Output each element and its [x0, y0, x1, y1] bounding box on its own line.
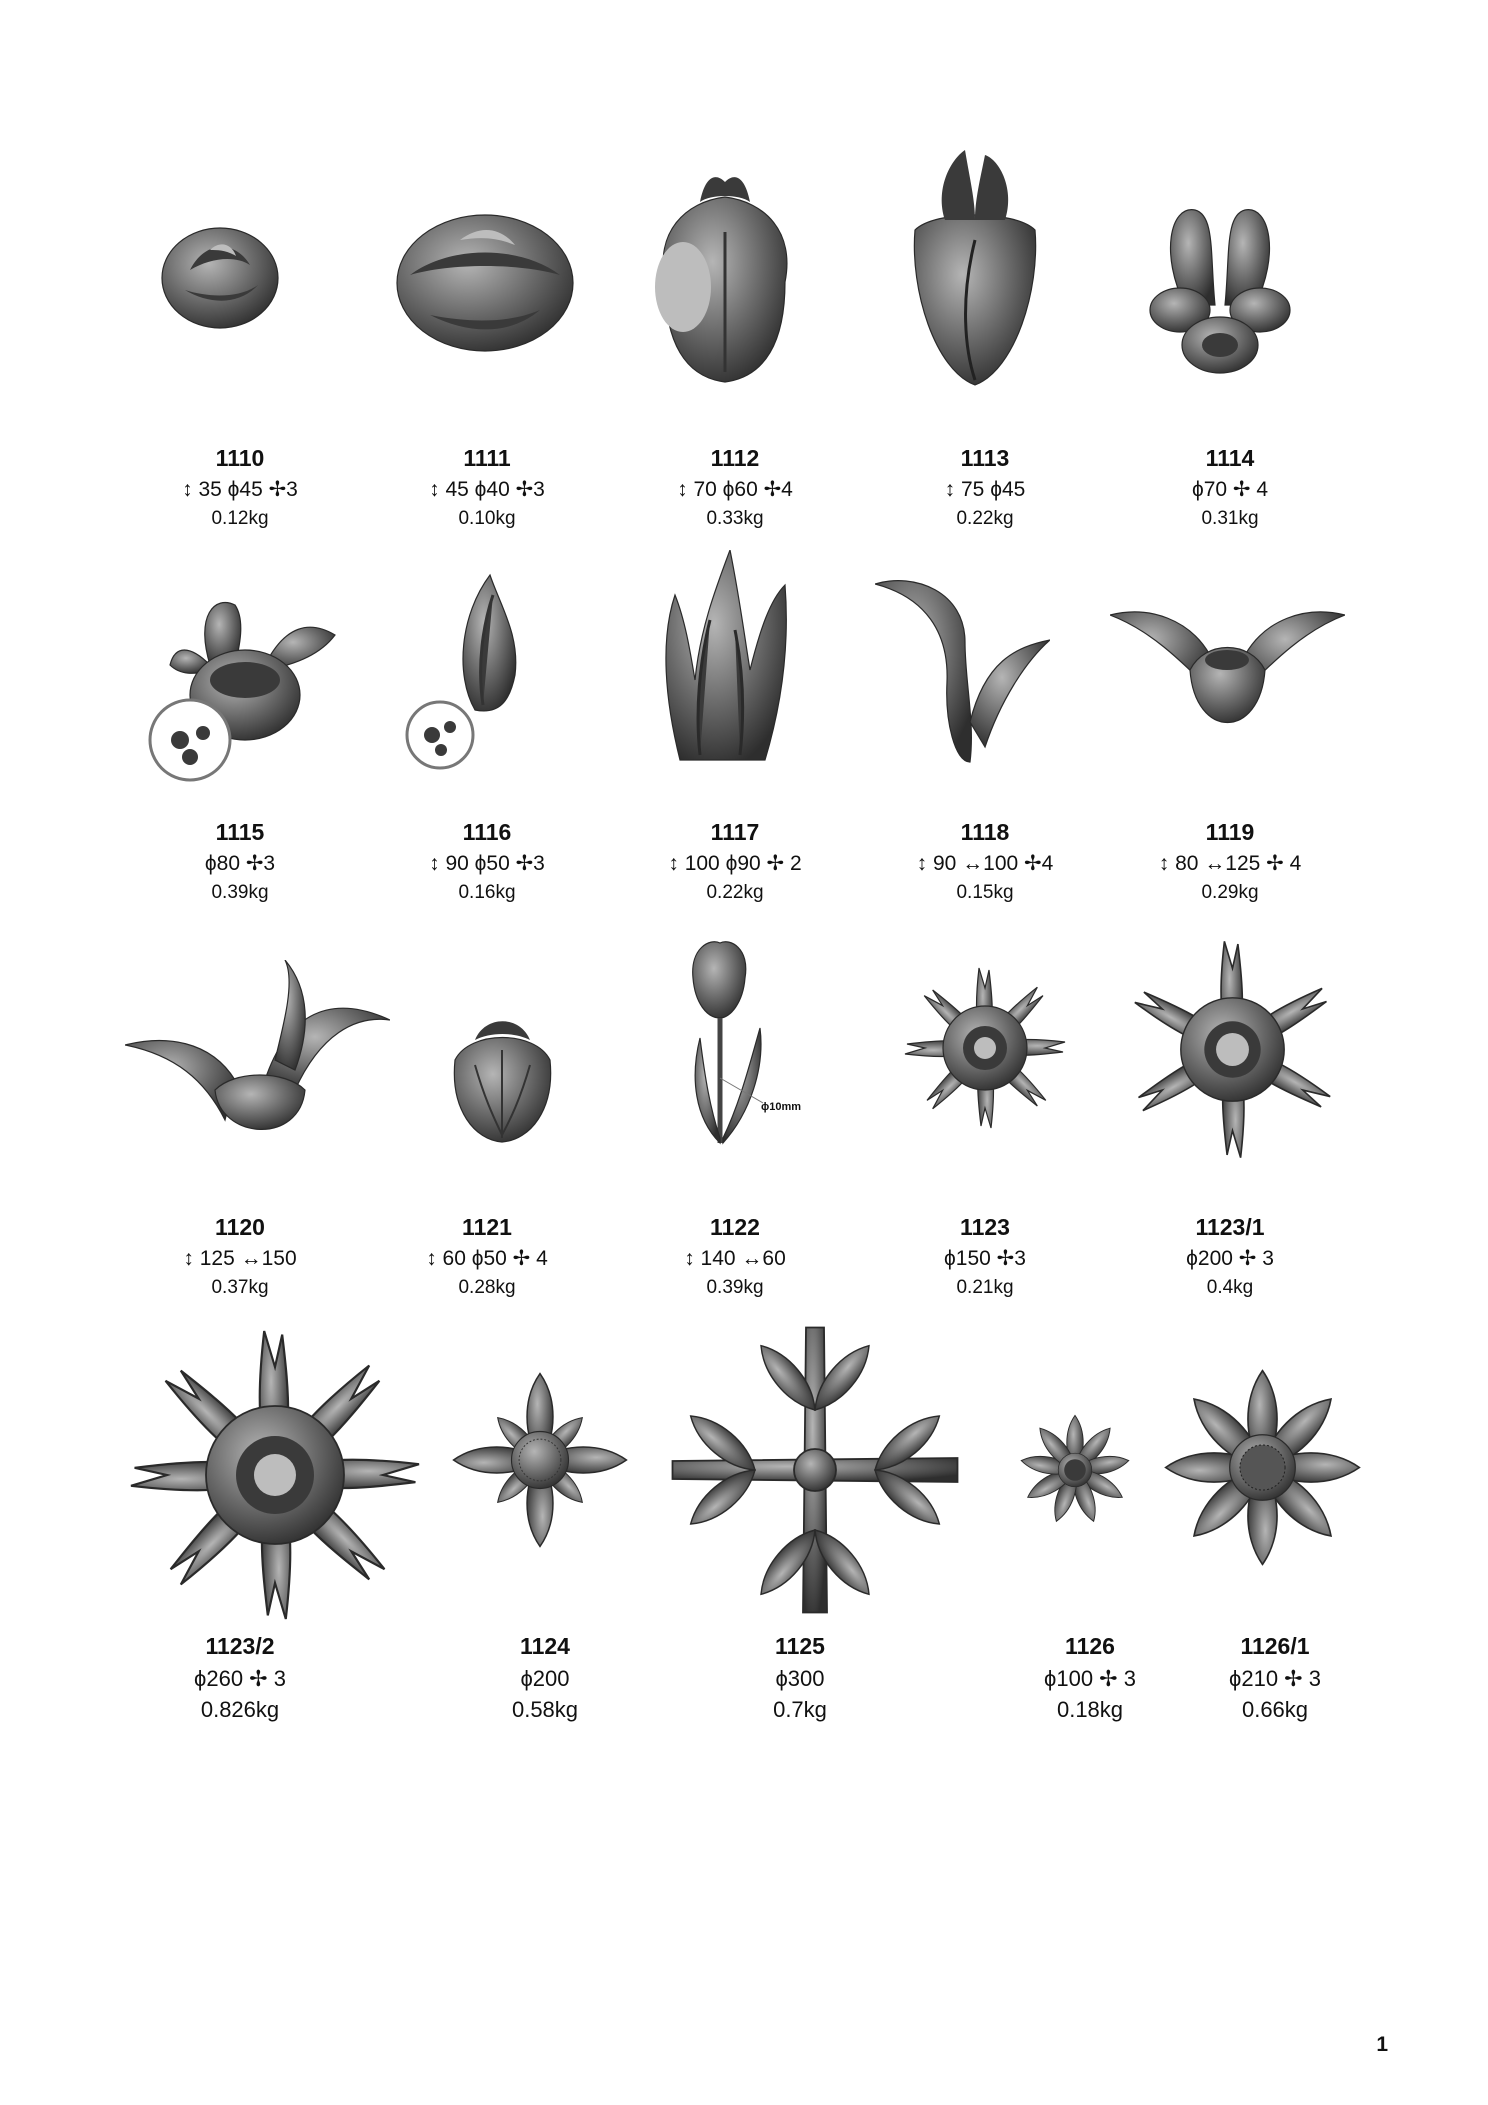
item-caption [1145, 1632, 1405, 1724]
item-weight: 0.39kg [211, 882, 269, 903]
item-code: 1115 [215, 819, 265, 845]
item-code: 1117 [710, 819, 760, 845]
item-code: 1119 [1205, 819, 1255, 845]
item-caption [605, 1213, 865, 1300]
item-code: 1123/1 [1195, 1214, 1265, 1240]
item-dimensions: ϕ200 ✢ 3 [1186, 1246, 1274, 1270]
item-caption [855, 818, 1115, 905]
item-weight: 0.15kg [956, 882, 1014, 903]
item-dimensions: ϕ260 ✢ 3 [194, 1665, 286, 1691]
rose-bud-icon [150, 210, 290, 340]
item-caption [357, 1213, 617, 1300]
item-dimensions: ↕ 45 ϕ40 ✢3 [429, 477, 545, 501]
rosette-xl-icon [125, 1325, 425, 1625]
winged-leaf-icon [1110, 600, 1345, 760]
item-code: 1116 [462, 819, 512, 845]
item-weight: 0.18kg [1056, 1697, 1124, 1723]
item-caption [110, 1213, 370, 1300]
item-dimensions: ↕ 60 ϕ50 ✢ 4 [426, 1246, 548, 1270]
rod-diameter-label: ϕ10mm [761, 1101, 802, 1113]
item-weight: 0.826kg [200, 1697, 280, 1723]
item-code: 1126/1 [1240, 1633, 1310, 1659]
narrow-bud-icon [405, 565, 565, 780]
item-caption [357, 444, 617, 531]
item-caption [1100, 1213, 1360, 1300]
item-dimensions: ↕ 100 ϕ90 ✢ 2 [668, 851, 802, 875]
item-dimensions: ϕ200 [520, 1665, 570, 1691]
item-weight: 0.12kg [211, 508, 269, 529]
item-code: 1114 [1205, 445, 1255, 471]
item-caption [110, 818, 370, 905]
item-weight: 0.58kg [511, 1697, 579, 1723]
item-caption [1100, 818, 1360, 905]
item-weight: 0.22kg [706, 882, 764, 903]
item-code: 1121 [462, 1214, 512, 1240]
daisy-large-icon [1160, 1365, 1365, 1570]
item-caption [415, 1632, 675, 1724]
item-caption [605, 818, 865, 905]
item-dimensions: ↕ 35 ϕ45 ✢3 [182, 477, 298, 501]
item-caption [855, 444, 1115, 531]
item-weight: 0.39kg [706, 1277, 764, 1298]
item-weight: 0.10kg [458, 508, 516, 529]
item-caption [670, 1632, 930, 1724]
item-dimensions: ϕ80 ✢3 [204, 851, 276, 875]
item-code: 1124 [520, 1633, 570, 1659]
spread-leaf-icon [125, 960, 390, 1145]
item-dimensions: ↕ 125 ↔150 [183, 1246, 297, 1270]
item-code: 1120 [215, 1214, 265, 1240]
item-dimensions: ϕ210 ✢ 3 [1229, 1665, 1321, 1691]
item-weight: 0.21kg [956, 1277, 1014, 1298]
tulip-bud-icon [895, 150, 1055, 390]
curved-leaf-icon [875, 572, 1050, 767]
item-code: 1111 [463, 445, 511, 471]
item-weight: 0.33kg [706, 508, 764, 529]
flower-bud-icon [645, 172, 805, 387]
item-weight: 0.28kg [458, 1277, 516, 1298]
item-code: 1125 [775, 1633, 825, 1659]
item-dimensions: ϕ100 ✢ 3 [1044, 1665, 1136, 1691]
leaf-bundle-icon [655, 550, 795, 765]
item-weight: 0.29kg [1201, 882, 1259, 903]
item-dimensions: ↕ 70 ϕ60 ✢4 [677, 477, 793, 501]
page-number: 1 [1376, 2033, 1388, 2056]
diamond-cross-icon [665, 1320, 965, 1620]
daisy-small-icon [1015, 1410, 1135, 1530]
item-code: 1118 [960, 819, 1010, 845]
item-weight: 0.7kg [773, 1697, 827, 1723]
item-code: 1112 [710, 445, 760, 471]
item-dimensions: ↕ 80 ↔125 ✢ 4 [1158, 851, 1302, 875]
item-dimensions: ↕ 90 ϕ50 ✢3 [429, 851, 545, 875]
item-dimensions: ϕ150 ✢3 [944, 1246, 1026, 1270]
item-code: 1123/2 [205, 1633, 275, 1659]
rosette-large-icon [1115, 932, 1350, 1167]
item-code: 1110 [215, 445, 265, 471]
closed-bud-icon [445, 1010, 560, 1145]
item-dimensions: ↕ 90 ↔100 ✢4 [916, 851, 1054, 875]
item-weight: 0.31kg [1201, 508, 1259, 529]
item-weight: 0.22kg [956, 508, 1014, 529]
item-code: 1123 [960, 1214, 1010, 1240]
item-weight: 0.4kg [1206, 1277, 1254, 1298]
open-cup-flower-icon [135, 575, 345, 785]
item-caption [1100, 444, 1360, 531]
item-weight: 0.16kg [458, 882, 516, 903]
item-caption [605, 444, 865, 531]
item-code: 1113 [960, 445, 1010, 471]
item-weight: 0.37kg [211, 1277, 269, 1298]
cross-rosette-icon [445, 1365, 635, 1555]
curled-petals-icon [1140, 195, 1300, 380]
item-dimensions: ↕ 75 ϕ45 [944, 477, 1026, 501]
rosette-icon [885, 948, 1085, 1148]
item-code: 1122 [710, 1214, 760, 1240]
item-weight: 0.66kg [1241, 1697, 1309, 1723]
item-caption [855, 1213, 1115, 1300]
item-caption [110, 444, 370, 531]
item-caption [357, 818, 617, 905]
item-caption [110, 1632, 370, 1724]
item-code: 1126 [1065, 1633, 1115, 1659]
item-dimensions: ϕ300 [775, 1665, 825, 1691]
item-dimensions: ϕ70 ✢ 4 [1191, 477, 1269, 501]
item-dimensions: ↕ 140 ↔60 [684, 1246, 786, 1270]
rose-bloom-icon [390, 205, 580, 355]
tulip-stem-icon [685, 938, 825, 1153]
